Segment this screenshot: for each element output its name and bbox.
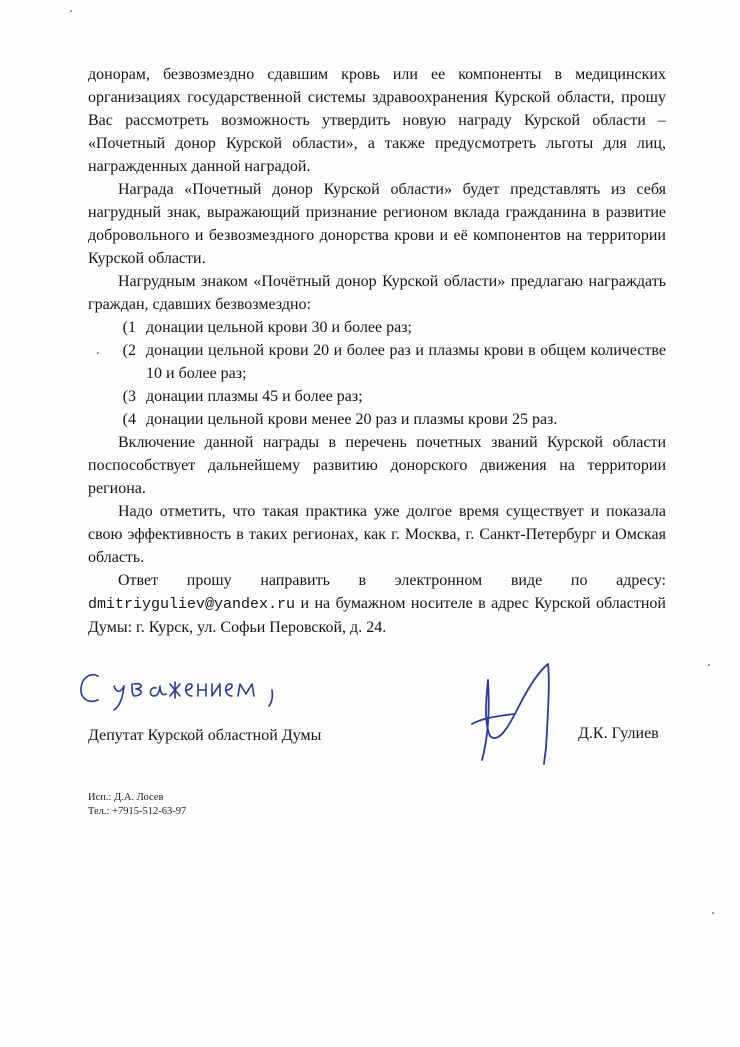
handwritten-closing-signature — [76, 662, 296, 716]
scan-speck — [70, 10, 72, 12]
list-item: 2) донации цельной крови 20 и более раз и плазмы крови в общем количестве 10 и более раз; — [122, 342, 666, 382]
signer-name: Д.К. Гулиев — [578, 725, 659, 742]
list-item: 3) донации плазмы 45 и более раз; — [122, 388, 363, 405]
scan-speck — [712, 912, 714, 914]
scan-speck — [708, 664, 710, 666]
paragraph-request: донорам, безвозмездно сдавшим кровь или ее компоненты в медицинских организациях государственной системы здравоохранения Курской области, прошу Вас рассмотреть возможность утвердить новую награду Курской области – «Почетный донор Курской области», а также предусмотреть льготы для лиц, награжденных данной наградой. — [88, 66, 666, 175]
scan-speck — [97, 352, 99, 354]
list-item-text: донации плазмы 45 и более раз; — [146, 388, 363, 405]
executor-phone: Тел.: +7915-512-63-97 — [88, 806, 187, 817]
list-item-text: донации цельной крови 20 и более раз и плазмы крови в общем количестве 10 и более раз; — [146, 342, 666, 382]
email-address: dmitriyguliev@yandex.ru — [88, 596, 296, 613]
deputy-signature — [458, 652, 578, 768]
criteria-list — [88, 316, 666, 431]
paragraph-reply-request: Ответ прошу направить в электронном виде по адресу: — [118, 572, 666, 589]
paragraph-practice: Надо отметить, что такая практика уже долгое время существует и показала свою эффективность в таких регионах, как г. Москва, г. Санкт-Петербург и Омская область. — [88, 503, 666, 566]
paragraph-award-description: Награда «Почетный донор Курской области» будет представлять из себя нагрудный знак, выражающий признание регионом вклада гражданина в развитие добровольного и безвозмездного донорства крови и её компонентов на территории Курской области. — [88, 181, 666, 267]
list-item: 4) донации цельной крови менее 20 раз и плазмы крови 25 раз. — [122, 411, 558, 428]
letter-body — [88, 63, 666, 639]
executor-name: Исп.: Д.А. Лосев — [88, 792, 164, 803]
list-item: 1) донации цельной крови 30 и более раз; — [122, 319, 412, 336]
paragraph-inclusion: Включение данной награды в перечень почетных званий Курской области поспособствует дальнейшему развитию донорского движения на территории региона. — [88, 434, 666, 497]
paragraph-award-criteria: Нагрудным знаком «Почётный донор Курской области» предлагаю награждать граждан, сдавших безвозмездно: — [88, 273, 666, 313]
executor-block — [88, 791, 186, 819]
list-item-text: донации цельной крови менее 20 раз и плазмы крови 25 раз. — [146, 411, 558, 428]
list-item-text: донации цельной крови 30 и более раз; — [146, 319, 412, 336]
paragraph-reply-address — [88, 592, 666, 639]
postal-address: и на бумажном носителе в адрес Курской областной Думы: г. Курск, ул. Софьи Перовской, д. 24. — [88, 595, 666, 636]
signer-position: Депутат Курской областной Думы — [88, 727, 322, 744]
